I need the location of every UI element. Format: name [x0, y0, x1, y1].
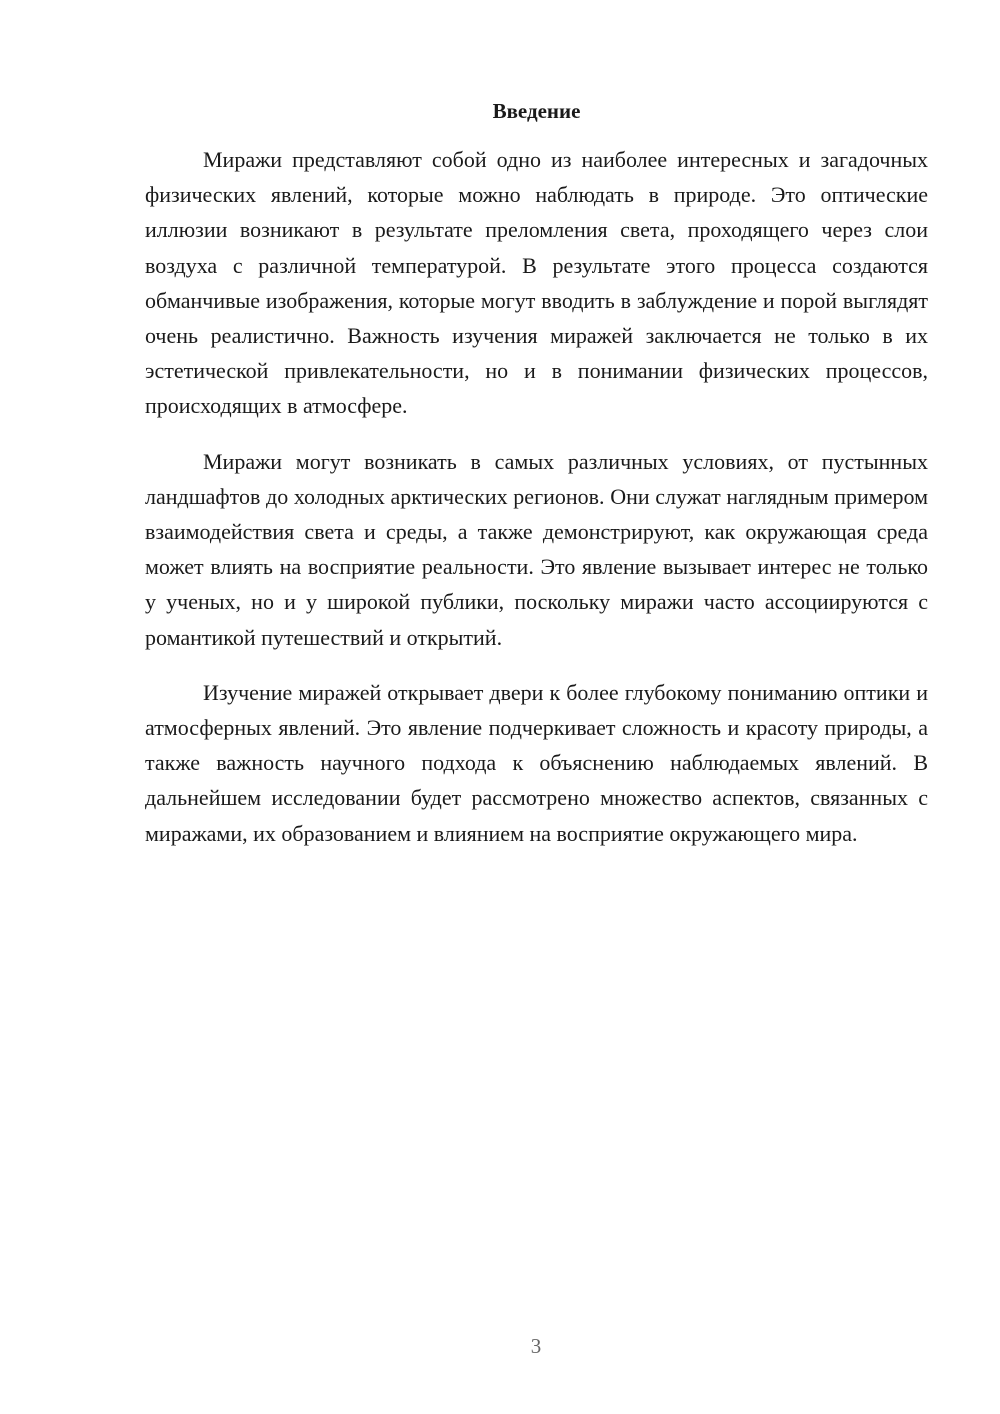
page-number: 3	[530, 1334, 542, 1358]
paragraph-2: Миражи могут возникать в самых различных условиях, от пустынных ландшафтов до холодных арктических регионов. Они служат наглядным примером взаимодействия света и среды, а также демонстрируют, как окружающая среда может влиять на восприятие реальности. Это явление вызывает интерес не только у ученых, но и у широкой публики, поскольку миражи часто ассоциируются с романтикой путешествий и открытий.	[145, 448, 928, 650]
paragraph-3: Изучение миражей открывает двери к более глубокому пониманию оптики и атмосферных явлений. Это явление подчеркивает сложность и красоту природы, а также важность научного подхода к объяснению наблюдаемых явлений. В дальнейшем исследовании будет рассмотрено множество аспектов, связанных с миражами, их образованием и влиянием на восприятие окружающего мира.	[145, 679, 928, 846]
section-title: Введение	[492, 99, 581, 123]
body-text	[145, 142, 928, 871]
paragraph-1: Миражи представляют собой одно из наиболее интересных и загадочных физических явлений, которые можно наблюдать в природе. Это оптические иллюзии возникают в результате преломления света, проходящего через слои воздуха с различной температурой. В результате этого процесса создаются обманчивые изображения, которые могут вводить в заблуждение и порой выглядят очень реалистично. Важность изучения миражей заключается не только в их эстетической привлекательности, но и в понимании физических процессов, происходящих в атмосфере.	[145, 147, 928, 419]
